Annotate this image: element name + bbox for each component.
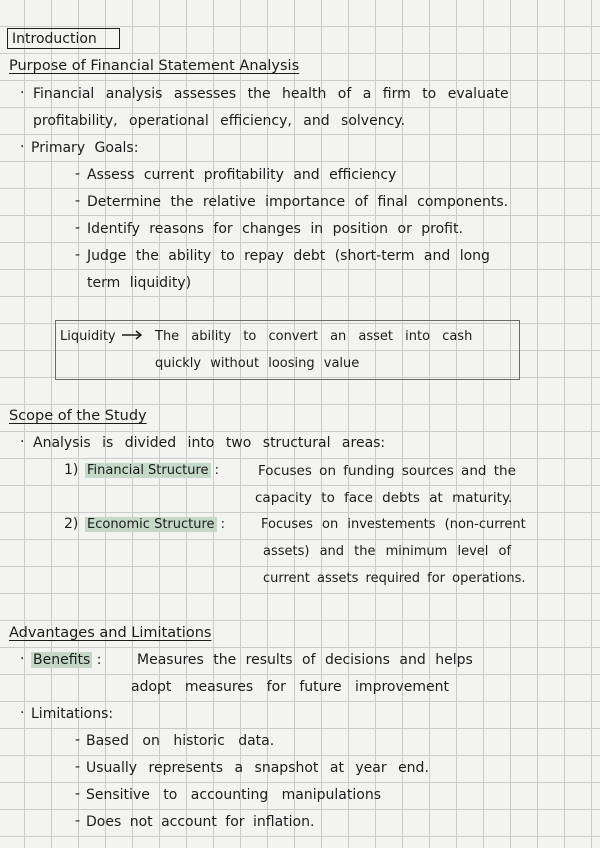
purpose-heading: Purpose of Financial Statement Analysis: [9, 58, 300, 74]
benefits-line-2: adopt measures for future improvement: [131, 679, 449, 695]
scope-intro: Analysis is divided into two structural areas:: [33, 435, 386, 451]
scope-item-label: Economic Structure :: [87, 517, 226, 532]
dash: -: [75, 166, 81, 182]
bullet-dot: ·: [20, 139, 25, 155]
goal-item: Identify reasons for changes in position or profit.: [87, 221, 463, 237]
purpose-line-2: profitability, operational efficiency, and solvency.: [33, 113, 406, 129]
benefits-label: Benefits :: [33, 652, 102, 668]
scope-heading: Scope of the Study: [9, 408, 147, 424]
limitation-item: Based on historic data.: [86, 733, 275, 749]
definition-line-2: quickly without loosing value: [155, 356, 360, 371]
dash: -: [75, 193, 81, 209]
introduction-title: Introduction: [12, 31, 97, 47]
purpose-line-1: Financial analysis assesses the health of a firm to evaluate: [33, 86, 509, 102]
definition-line-1: The ability to convert an asset into cash: [155, 329, 473, 344]
definition-term: Liquidity: [60, 329, 116, 344]
bullet-dot: ·: [20, 85, 25, 101]
dash: -: [75, 759, 81, 775]
scope-item-desc: assets) and the minimum level of: [263, 544, 512, 559]
bullet-dot: ·: [20, 434, 25, 450]
benefits-line-1: Measures the results of decisions and helps: [137, 652, 473, 668]
dash: -: [75, 786, 81, 802]
advantages-heading: Advantages and Limitations: [9, 625, 212, 641]
bullet-dot: ·: [20, 705, 25, 721]
goal-item: Determine the relative importance of final components.: [87, 194, 509, 210]
scope-item-desc: current assets required for operations.: [263, 571, 526, 586]
dash: -: [75, 813, 81, 829]
limitation-item: Does not account for inflation.: [86, 814, 315, 830]
section-title-box: [7, 28, 120, 49]
goals-label: Primary Goals:: [31, 140, 139, 156]
scope-item-label: Financial Structure :: [87, 463, 220, 478]
scope-item-number: 1): [64, 462, 79, 478]
limitations-label: Limitations:: [31, 706, 114, 722]
scope-item-number: 2): [64, 516, 79, 532]
limitation-item: Usually represents a snapshot at year end.: [86, 760, 429, 776]
scope-item-desc: Focuses on investements (non-current: [261, 517, 526, 532]
dash: -: [75, 732, 81, 748]
scope-item-desc: capacity to face debts at maturity.: [255, 490, 513, 506]
dash: -: [75, 247, 81, 263]
scope-item-desc: Focuses on funding sources and the: [258, 463, 516, 479]
goal-item: Assess current profitability and efficiency: [87, 167, 397, 183]
dash: -: [75, 220, 81, 236]
goal-item: Judge the ability to repay debt (short-term and long: [87, 248, 490, 264]
limitation-item: Sensitive to accounting manipulations: [86, 787, 381, 803]
goal-item-continued: term liquidity): [87, 275, 192, 291]
arrow-right-icon: [121, 330, 143, 340]
bullet-dot: ·: [20, 651, 25, 667]
